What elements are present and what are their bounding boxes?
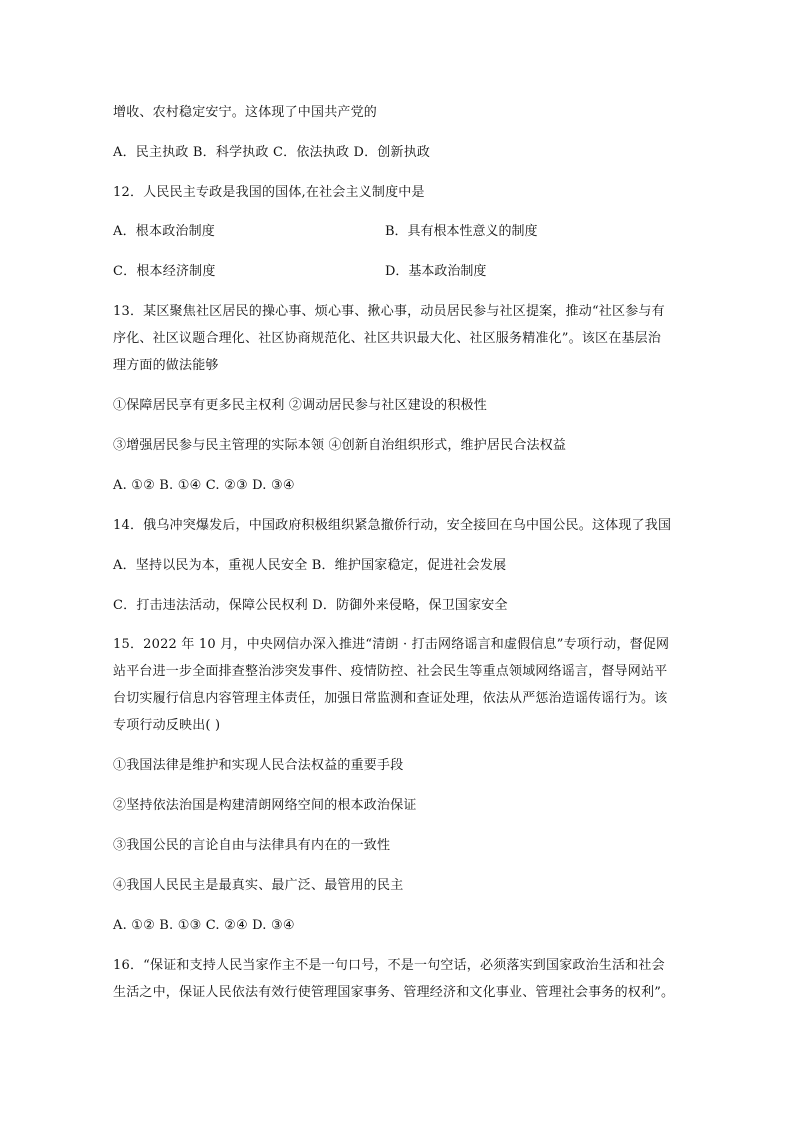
q11-stem-tail: 增收、农村稳定安宁。这体现了中国共产党的 [113, 105, 378, 120]
q11-options: A．民主执政 B．科学执政 C．依法执政 D．创新执政 [113, 145, 431, 160]
q13-options: A. ①② B. ①④ C. ②③ D. ③④ [113, 478, 295, 493]
q13-stem-line3: 理方面的做法能够 [113, 358, 219, 373]
q13-stem-line1: 13．某区聚焦社区居民的操心事、烦心事、揪心事，动员居民参与社区提案，推动“社区参与有 [113, 304, 665, 319]
q16-stem-line2: 生活之中，保证人民依法有效行使管理国家事务、管理经济和文化事业、管理社会事务的权利”。 [113, 985, 675, 1000]
q15-stem-line4: 专项行动反映出( ) [113, 718, 221, 733]
q12-option-a: A．根本政治制度 [113, 224, 215, 239]
q12-option-c: C．根本经济制度 [113, 264, 216, 279]
q14-options-line2: C．打击违法活动，保障公民权利 D．防御外来侵略，保卫国家安全 [113, 598, 508, 613]
q15-statement-4: ④我国人民民主是最真实、最广泛、最管用的民主 [113, 878, 404, 893]
q14-options-line1: A．坚持以民为本，重视人民安全 B．维护国家稳定，促进社会发展 [113, 558, 507, 573]
q12-stem: 12．人民民主专政是我国的国体,在社会主义制度中是 [113, 185, 425, 200]
q16-stem-line1: 16．“保证和支持人民当家作主不是一句口号，不是一句空话，必须落实到国家政治生活和社会 [113, 958, 665, 973]
q15-statement-1: ①我国法律是维护和实现人民合法权益的重要手段 [113, 758, 404, 773]
q15-options: A. ①② B. ①③ C. ②④ D. ③④ [113, 918, 295, 933]
q12-option-b: B．具有根本性意义的制度 [385, 224, 538, 239]
q14-stem: 14．俄乌冲突爆发后，中国政府积极组织紧急撤侨行动，安全接回在乌中国公民。这体现了我国 [113, 518, 672, 533]
q13-statements-line2: ③增强居民参与民主管理的实际本领 ④创新自治组织形式，维护居民合法权益 [113, 438, 567, 453]
q15-stem-line2: 站平台进一步全面排查整治涉突发事件、疫情防控、社会民生等重点领域网络谣言，督导网站平 [113, 664, 668, 679]
q13-stem-line2: 序化、社区议题合理化、社区协商规范化、社区共识最大化、社区服务精准化”。该区在基层治 [113, 331, 662, 346]
q15-stem-line1: 15．2022 年 10 月，中央网信办深入推进“清朗 · 打击网络谣言和虚假信息”专项行动，督促网 [113, 637, 670, 652]
q15-statement-3: ③我国公民的言论自由与法律具有内在的一致性 [113, 838, 391, 853]
q15-stem-line3: 台切实履行信息内容管理主体责任，加强日常监测和查证处理，依法从严惩治造谣传谣行为。该 [113, 691, 668, 706]
q13-statements-line1: ①保障居民享有更多民主权利 ②调动居民参与社区建设的积极性 [113, 398, 487, 413]
q12-option-d: D．基本政治制度 [385, 264, 487, 279]
q15-statement-2: ②坚持依法治国是构建清朗网络空间的根本政治保证 [113, 798, 417, 813]
